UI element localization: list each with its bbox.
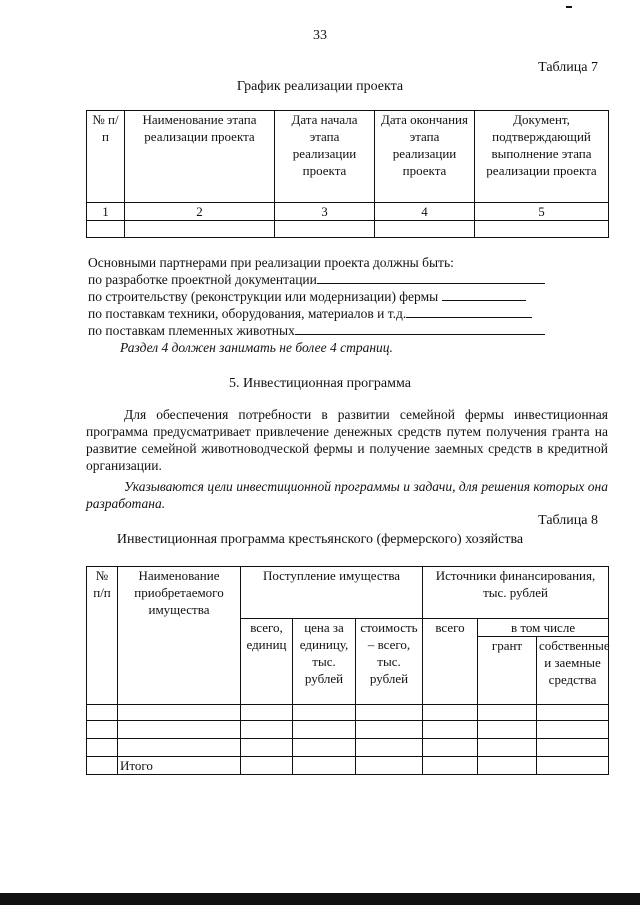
partner-label-1: по разработке проектной документации — [88, 272, 317, 287]
table8-row — [87, 739, 609, 757]
table8-header-row-1 — [87, 567, 609, 619]
partner-line-3 — [88, 305, 532, 322]
table7-num-1: 1 — [87, 203, 125, 221]
section5-paragraph: Для обеспечения потребности в развитии семейной фермы инвестиционная программа предусматривает привлечение денежных средств путем получения гранта на развитие семейной животноводческой фермы и получение заемных средств в кредитной организации. — [86, 407, 608, 473]
table7-label: Таблица 7 — [538, 60, 598, 75]
partner-line-1 — [88, 271, 545, 288]
table8-header-total-units: всего, единиц — [241, 619, 293, 705]
table7-header-no: № п/п — [87, 111, 125, 203]
table7-header-document: Документ, подтверждающий выполнение этапа реализации проекта — [475, 111, 609, 203]
table8-header-incl: в том числе — [478, 619, 609, 637]
partner-blank-1 — [317, 271, 545, 284]
partners-intro: Основными партнерами при реализации проекта должны быть: — [88, 255, 454, 270]
table7-num-4: 4 — [375, 203, 475, 221]
table8-total-label: Итого — [118, 757, 241, 775]
table8-header-own: собственные и заемные средства — [537, 637, 609, 705]
partner-blank-2 — [442, 288, 526, 301]
table7-header-stage: Наименование этапа реализации проекта — [125, 111, 275, 203]
table8-label: Таблица 8 — [538, 513, 598, 528]
partners-note: Раздел 4 должен занимать не более 4 страниц. — [120, 340, 393, 355]
table8-header-total: всего — [423, 619, 478, 705]
table8-title: Инвестиционная программа крестьянского (фермерского) хозяйства — [116, 532, 524, 547]
table8-header-grant: грант — [478, 637, 537, 705]
table7-num-2: 2 — [125, 203, 275, 221]
table8-header-name: Наименование приобретаемого имущества — [118, 567, 241, 705]
table8-header-receipt: Поступление имущества — [241, 567, 423, 619]
partner-blank-3 — [406, 305, 532, 318]
table8-total-row — [87, 757, 609, 775]
table8-header-cost: стоимость – всего, тыс. рублей — [356, 619, 423, 705]
scan-bottom-border — [0, 893, 640, 905]
partner-line-4 — [88, 322, 545, 339]
table7-title: График реализации проекта — [236, 79, 404, 94]
table7-number-row — [87, 203, 609, 221]
table7-num-3: 3 — [275, 203, 375, 221]
table7-empty-row — [87, 221, 609, 238]
partner-blank-4 — [295, 322, 545, 335]
section5-note: Указываются цели инвестиционной программы и задачи, для решения которых она разработана. — [86, 479, 608, 511]
partner-line-2 — [88, 288, 526, 305]
partner-label-4: по поставкам племенных животных — [88, 323, 295, 338]
table7-header-row — [87, 111, 609, 203]
table7-header-end: Дата окончания этапа реализации проекта — [375, 111, 475, 203]
table7-num-5: 5 — [475, 203, 609, 221]
partner-label-2: по строительству (реконструкции или модернизации) фермы — [88, 289, 439, 304]
table8 — [86, 566, 609, 775]
table8-row — [87, 721, 609, 739]
partner-label-3: по поставкам техники, оборудования, материалов и т.д. — [88, 306, 407, 321]
table8-row — [87, 705, 609, 721]
section5-title: 5. Инвестиционная программа — [229, 376, 411, 391]
table8-header-sources: Источники финансирования, тыс. рублей — [423, 567, 609, 619]
table7-header-start: Дата начала этапа реализации проекта — [275, 111, 375, 203]
page-number: 33 — [313, 28, 327, 43]
table7 — [86, 110, 609, 238]
table8-header-no: № п/п — [87, 567, 118, 705]
scan-mark — [566, 6, 572, 8]
table8-header-price: цена за единицу, тыс. рублей — [293, 619, 356, 705]
